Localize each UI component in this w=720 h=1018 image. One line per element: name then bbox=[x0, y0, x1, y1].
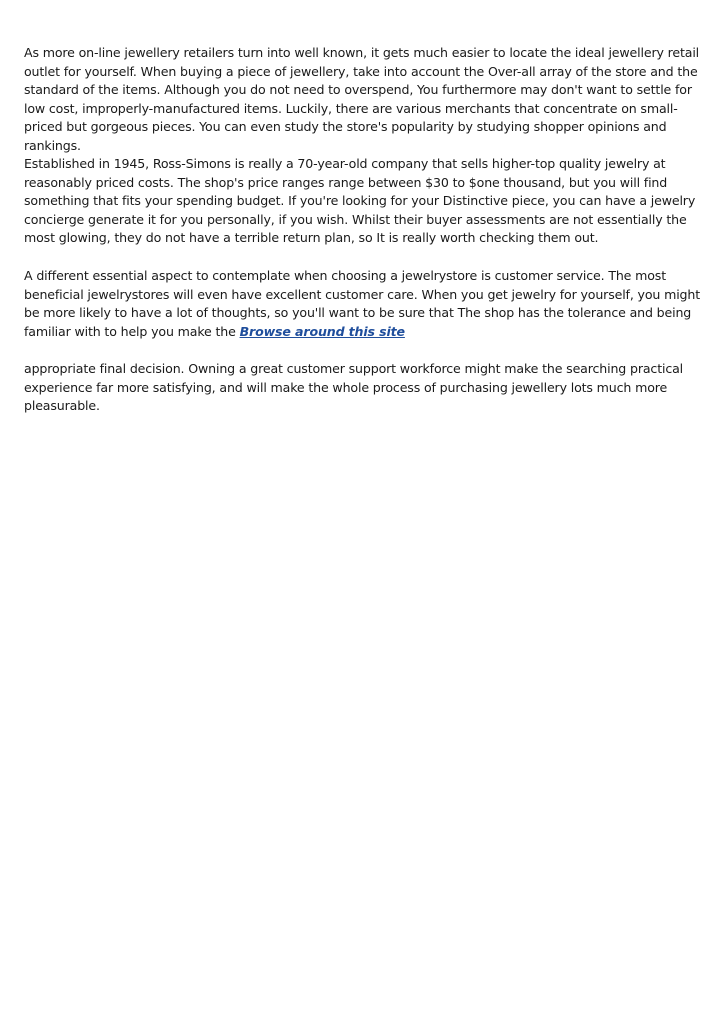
paragraph-4: appropriate final decision. Owning a great customer support workforce might make the searching practical experience far more satisfying, and will make the whole process of purchasing jewellery lots much more pleasurable. bbox=[24, 361, 684, 413]
paragraph-2: Established in 1945, Ross-Simons is really a 70-year-old company that sells higher-top quality jewelry at reasonably priced costs. The shop's price ranges range between $30 to $one thousand, but you will find something that fits your spending budget. If you're looking for your Distinctive piece, you can have a jewelry concierge generate it for you personally, if you wish. Whilst their buyer assessments are not essentially the most glowing, they do not have a terrible return plan, so It is really worth checking them out. bbox=[24, 156, 696, 245]
paragraph-1: As more on-line jewellery retailers turn into well known, it gets much easier to locate the ideal jewellery retail outlet for yourself. When buying a piece of jewellery, take into account the Over-all array of the store and the standard of the items. Although you do not need to overspend, You furthermore may don't want to settle for low cost, improperly-manufactured items. Luckily, there are various merchants that concentrate on small-priced but gorgeous pieces. You can even study the store's popularity by studying shopper opinions and rankings. bbox=[24, 45, 700, 153]
paragraph-3 bbox=[24, 267, 700, 341]
browse-site-link[interactable]: Browse around this site bbox=[239, 323, 405, 339]
paragraph-3-text: A different essential aspect to contemplate when choosing a jewelrystore is customer service. The most beneficial jewelrystores will even have excellent customer care. When you get jewelry for yourself, you might be more likely to have a lot of thoughts, so you'll want to be sure that The shop has the tolerance and being familiar with to help you make the bbox=[24, 268, 701, 339]
